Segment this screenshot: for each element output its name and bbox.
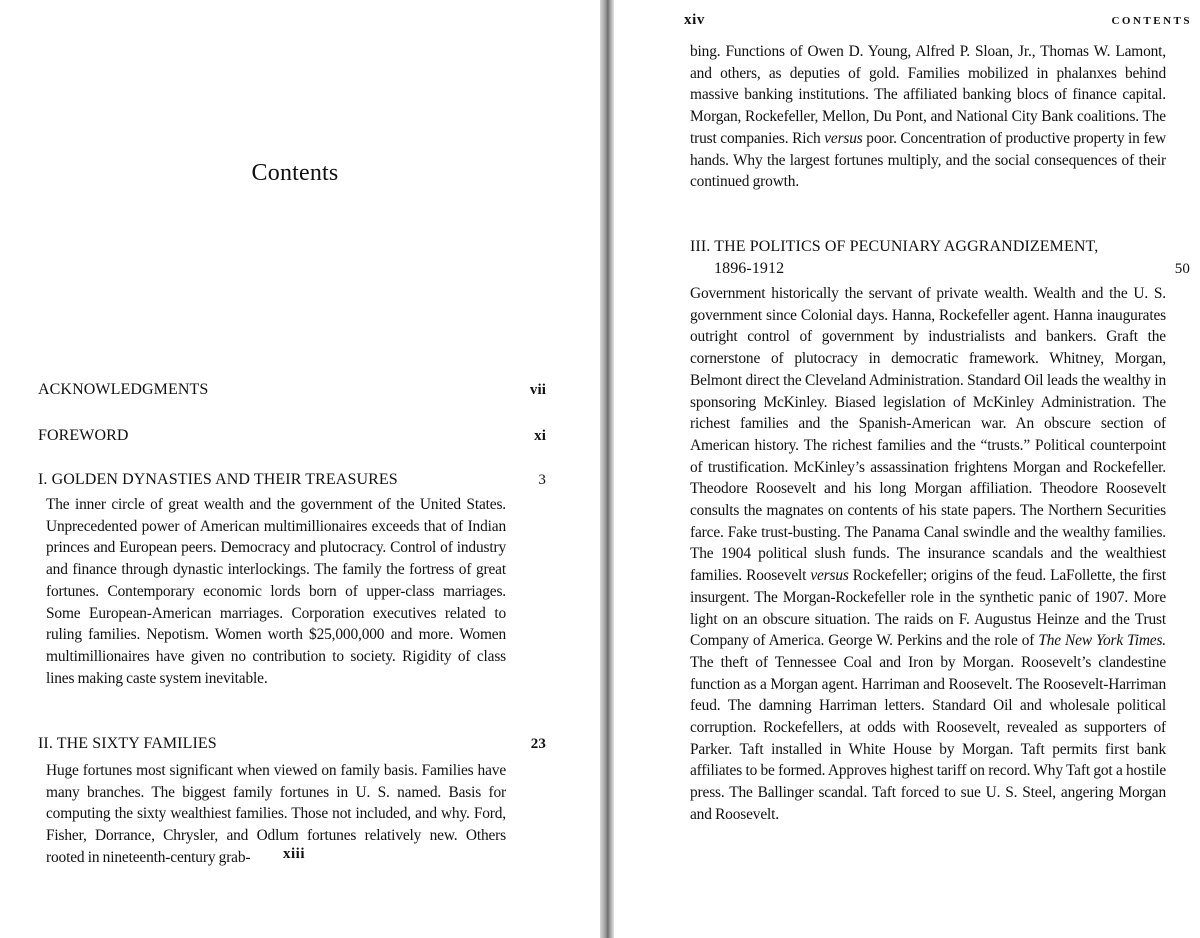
toc-entry-page: 3	[538, 472, 546, 488]
book-gutter	[600, 0, 614, 938]
toc-entry-dates: 1896-1912	[714, 260, 785, 277]
description-text: Rockefeller; origins of the feud. LaFollette, the first insurgent. The Morgan-Rockefeller role in the synthetic panic of 1907. More light on an obscure situation. The raids on F. Augustus Heinze and the Trust Company of America. George W. Perkins and the role of	[690, 567, 1166, 650]
chapter-3-description	[690, 283, 1166, 826]
chapter-2-continuation	[690, 41, 1166, 193]
toc-entry-page: xi	[534, 428, 546, 444]
toc-entry-page: 23	[530, 736, 546, 752]
running-head: CONTENTS	[1111, 15, 1192, 27]
toc-entry-title: I. GOLDEN DYNASTIES AND THEIR TREASURES	[38, 471, 398, 488]
description-text: The theft of Tennessee Coal and Iron by Morgan. Roosevelt’s clandestine function as a Morgan agent. Harriman and Roosevelt. The Roosevelt-Harriman feud. The damning Harriman letters. Standard Oil and wholesale political corruption. Rockefellers, at odds with Roosevelt, revealed as supporters of Parker. Taft installed in White House by Morgan. Taft permits first bank affiliates to be formed. Approves highest tariff on record. Why Taft got a hostile press. The Ballinger scandal. Taft forced to sue U. S. Steel, angering Morgan and Roosevelt.	[690, 653, 1166, 823]
page-folio: xiii	[283, 846, 306, 862]
continuation-text: bing. Functions of Owen D. Young, Alfred P. Sloan, Jr., Thomas W. Lamont, and others, as deputies of gold. Families mobilized in phalanxes behind massive banking institutions. The affiliated banking blocs of finance capital. Morgan, Rockefeller, Mellon, Du Pont, and National City Bank coalitions. The trust companies. Rich	[690, 43, 1166, 147]
toc-entry-page: vii	[529, 382, 546, 398]
toc-entry-chapter-3	[690, 236, 1190, 280]
toc-entry-page: 50	[1174, 261, 1190, 277]
italic-text: versus	[824, 129, 863, 147]
toc-entry-title: FOREWORD	[38, 427, 129, 444]
chapter-1-description: The inner circle of great wealth and the government of the United States. Unprecedented power of American multimillionaires exceeds that of Indian princes and European peers. Democracy and plutocracy. Control of industry and finance through dynastic interlockings. The family the fortress of great fortunes. Contemporary economic lords born of upper-class marriages. Some European-American marriages. Corporation executives related to ruling families. Nepotism. Women worth $25,000,000 and more. Women multimillionaires have given no contribution to society. Rigidity of class lines making caste system inevitable.	[46, 496, 506, 687]
chapter-2-description: Huge fortunes most significant when viewed on family basis. Families have many branches. The biggest family fortunes in U. S. named. Basis for computing the sixty wealthiest families. Those not included, and why. Ford, Fisher, Dorrance, Chrysler, and Odlum fortunes relatively new. Others rooted in nineteenth-century grab-	[46, 762, 506, 866]
toc-entry-chapter-1	[38, 470, 546, 490]
italic-text: The New York Times.	[1038, 632, 1166, 650]
toc-entry-title: III. THE POLITICS OF PECUNIARY AGGRANDIZEMENT,	[690, 238, 1099, 255]
toc-entry-foreword	[38, 426, 546, 446]
italic-text: versus	[810, 567, 849, 585]
page-folio: xiv	[684, 12, 705, 28]
toc-entry-chapter-2	[38, 734, 546, 754]
toc-entry-subline	[690, 258, 1190, 280]
description-text: Government historically the servant of private wealth. Wealth and the U. S. government since Colonial days. Hanna, Rockefeller agent. Hanna inaugurates outright control of government by industrialists and bankers. Graft the cornerstone of plutocracy in democratic framework. Whitney, Morgan, Belmont direct the Cleveland Administration. Standard Oil leads the wealthy in sponsoring McKinley. Biased legislation of McKinley Administration. The richest families and the Spanish-American war. An obscure section of American history. The richest families and the “trusts.” Political counterpoint of trustification. McKinley’s assassination frightens Morgan and Rockefeller. Theodore Roosevelt and his long Morgan affiliation. Theodore Roosevelt consults the magnates on contents of his state papers. The Northern Securities farce. Fake trust-busting. The Panama Canal swindle and the wealthy families. The 1904 political slush funds. The insurance scandals and the wealthiest families. Roosevelt	[690, 285, 1166, 585]
toc-entry-acknowledgments	[38, 380, 546, 400]
toc-entry-title: ACKNOWLEDGMENTS	[38, 381, 209, 398]
contents-heading: Contents	[251, 160, 339, 186]
continuation-text: poor. Concentration of productive property in few hands. Why the largest fortunes multiply, and the social consequences of their continued growth.	[690, 129, 1166, 191]
toc-entry-title: II. THE SIXTY FAMILIES	[38, 735, 217, 752]
right-page	[614, 0, 1200, 938]
